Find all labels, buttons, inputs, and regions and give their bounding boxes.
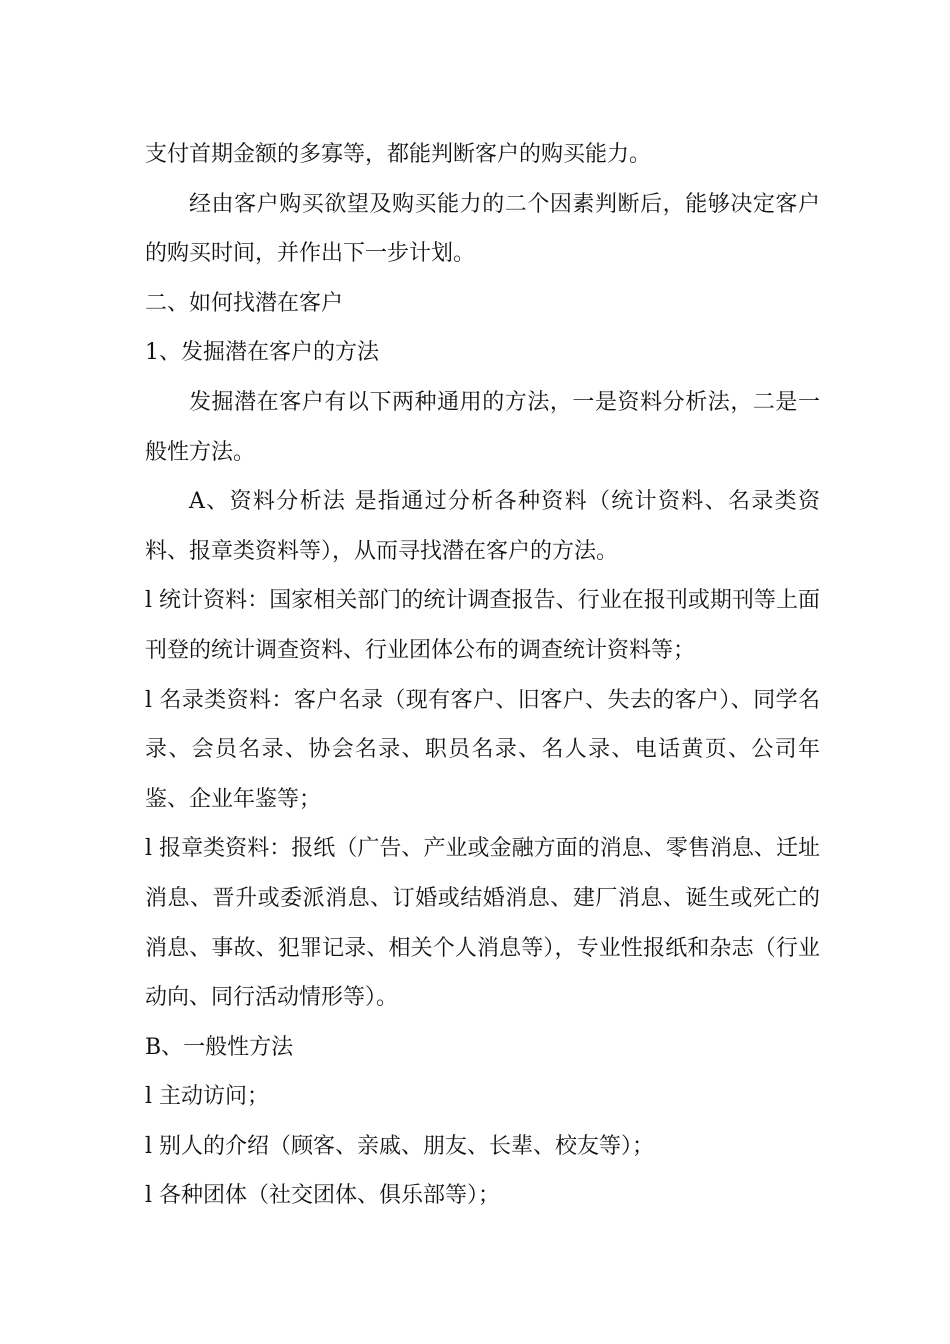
paragraph-methods: 发掘潜在客户有以下两种通用的方法，一是资料分析法，二是一般性方法。 — [145, 389, 820, 465]
paragraph-method-a: A、资料分析法 是指通过分析各种资料（统计资料、名录类资料、报章类资料等），从而寻找潜在客户的方法。 — [145, 489, 820, 564]
method-b-heading: B、一般性方法 — [145, 1034, 294, 1060]
list-item-groups: l 各种团体（社交团体、俱乐部等）； — [145, 1183, 501, 1209]
list-item-newspapers: l 报章类资料：报纸（广告、产业或金融方面的消息、零售消息、迁址消息、晋升或委派消息、订婚或结婚消息、建厂消息、诞生或死亡的消息、事故、犯罪记录、相关个人消息等），专业性报纸和杂志（行业动向、同行活动情形等）。 — [145, 836, 820, 1011]
list-item-visit: l 主动访问； — [145, 1084, 270, 1110]
document-body — [145, 130, 820, 1221]
list-item-statistics: l 统计资料：国家相关部门的统计调查报告、行业在报刊或期刊等上面刊登的统计调查资料、行业团体公布的调查统计资料等； — [145, 588, 820, 663]
subsection-heading: 1、发掘潜在客户的方法 — [145, 340, 379, 366]
paragraph-2: 经由客户购买欲望及购买能力的二个因素判断后，能够决定客户的购买时间，并作出下一步计划。 — [145, 191, 820, 267]
paragraph-1: 支付首期金额的多寡等，都能判断客户的购买能力。 — [145, 142, 652, 167]
section-heading: 二、如何找潜在客户 — [145, 290, 344, 316]
list-item-directories: l 名录类资料：客户名录（现有客户、旧客户、失去的客户）、同学名录、会员名录、协会名录、职员名录、名人录、电话黄页、公司年鉴、企业年鉴等； — [145, 687, 820, 812]
list-item-referral: l 别人的介绍（顾客、亲戚、朋友、长辈、校友等）； — [145, 1133, 655, 1159]
